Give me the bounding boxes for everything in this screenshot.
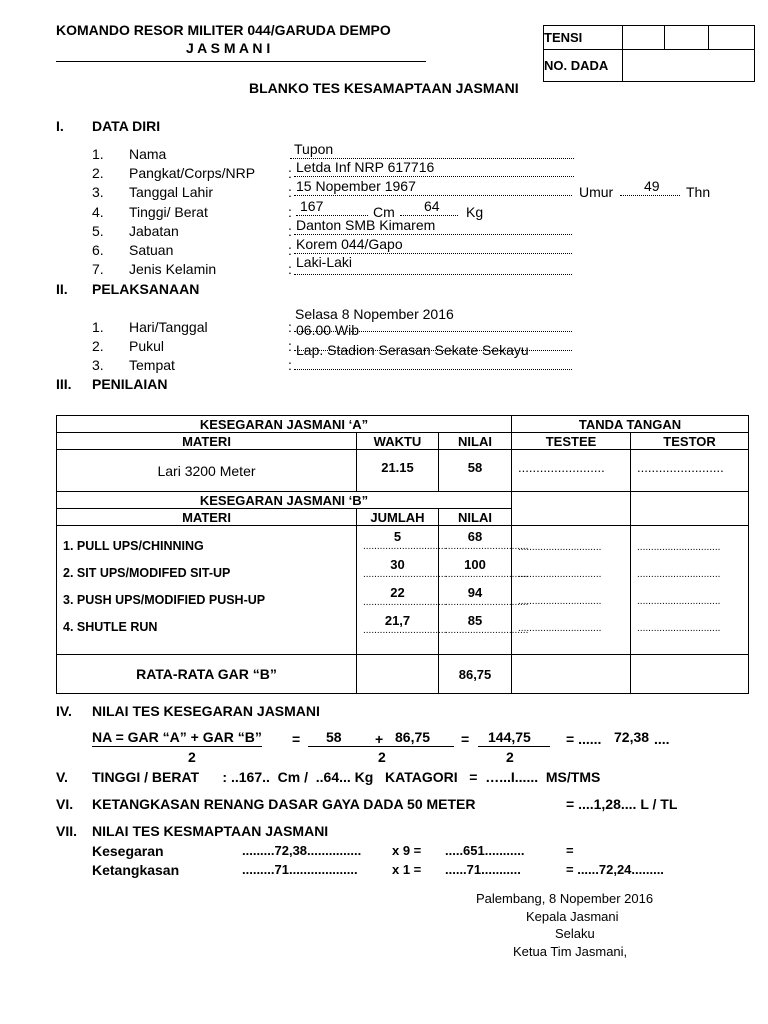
b-testor-cell[interactable] [631, 526, 749, 655]
section-7-num: VII. [56, 823, 78, 839]
kesegaran-mult: x 9 = [392, 843, 422, 858]
b-jumlah-value[interactable]: 5 [393, 529, 402, 544]
berat-field[interactable] [400, 198, 458, 216]
plus-sign: + [375, 731, 384, 747]
b-nilai-value[interactable]: 94 [467, 585, 483, 600]
pangkat-value: Letda Inf NRP 617716 [296, 159, 435, 175]
b-nilai-cell [439, 526, 529, 655]
colon: : [288, 184, 292, 200]
b-item-label: 3. PUSH UPS/MODIFIED PUSH-UP [63, 593, 266, 607]
satuan-label: Satuan [129, 242, 174, 258]
b-jumlah-value[interactable]: 22 [390, 585, 405, 600]
b-item-label: 1. PULL UPS/CHINNING [63, 539, 204, 553]
section-2-num: II. [56, 281, 68, 297]
org-title: KOMANDO RESOR MILITER 044/GARUDA DEMPO [56, 22, 391, 38]
dot-line: .............................. [445, 597, 529, 608]
tensi-cell-2[interactable] [664, 26, 708, 50]
pangkat-field[interactable] [294, 159, 574, 177]
rata-blank [512, 655, 631, 694]
dot-line: .............................. [363, 569, 447, 580]
ttd-blank [512, 492, 631, 509]
unit-title: J A S M A N I [186, 40, 271, 56]
tinggi-field[interactable] [296, 198, 368, 216]
dot-line: .............................. [445, 541, 529, 552]
row-num: 4. [92, 204, 104, 220]
pukul-value: 06.00 Wib [296, 322, 360, 338]
b-jumlah-value[interactable]: 30 [390, 557, 405, 572]
section-3-title: PENILAIAN [92, 376, 168, 392]
kesegaran-prod: .....651........... [445, 843, 525, 858]
sign-line-3: Ketua Tim Jasmani, [513, 944, 628, 959]
row-num: 3. [92, 357, 104, 373]
lari-testee-sign[interactable]: ........................ [512, 450, 631, 492]
gar-a-value: 58 [326, 729, 342, 745]
col-testor: TESTOR [631, 433, 749, 450]
tinggi-value: 167 [300, 198, 324, 214]
b-item-label: 4. SHUTLE RUN [63, 620, 158, 634]
renang-result: = ....1,28.... L / TL [566, 796, 678, 812]
gar-b-value: 86,75 [395, 729, 431, 745]
umur-unit: Thn [686, 184, 711, 200]
sign-line-2: Selaku [555, 926, 595, 941]
tempat-value: Lap. Stadion Serasan Sekate Sekayu [296, 342, 529, 358]
ketangkasan-res: = ......72,24......... [566, 862, 664, 877]
tensi-box [543, 25, 755, 82]
col-jumlah: JUMLAH [357, 509, 439, 526]
tanggal-lahir-field[interactable] [294, 178, 572, 196]
denominator: 2 [378, 749, 386, 765]
table-b-title: KESEGARAN JASMANI ‘B” [57, 492, 512, 509]
ketangkasan-mult: x 1 = [392, 862, 422, 877]
jabatan-label: Jabatan [129, 223, 179, 239]
dot-line: .............................. [363, 625, 447, 636]
umur-label: Umur [579, 184, 614, 200]
denominator: 2 [506, 749, 514, 765]
b-nilai-value[interactable]: 100 [464, 557, 486, 572]
testee-sign[interactable]: .............................. [518, 596, 602, 607]
testee-sign[interactable]: .............................. [518, 623, 602, 634]
result-suffix: .... [654, 731, 670, 747]
col-nilai: NILAI [439, 509, 512, 526]
na-numerator [308, 729, 454, 747]
tensi-cell-1[interactable] [622, 26, 664, 50]
lari-testor-sign[interactable]: ........................ [631, 450, 749, 492]
jenis-kelamin-field[interactable] [294, 254, 572, 275]
tensi-cell-3[interactable] [708, 26, 754, 50]
colon: : [288, 261, 292, 277]
col-waktu: WAKTU [357, 433, 439, 450]
b-jumlah-value[interactable]: 21,7 [384, 613, 411, 628]
ttd-blank [631, 492, 749, 509]
testee-sign[interactable]: .............................. [518, 569, 602, 580]
row-num: 7. [92, 261, 104, 277]
section-3-num: III. [56, 376, 72, 392]
col-testee: TESTEE [512, 433, 631, 450]
section-6-num: VI. [56, 796, 74, 812]
denominator: 2 [188, 749, 196, 765]
section-4-num: IV. [56, 703, 72, 719]
col-materi: MATERI [57, 433, 357, 450]
header-rule [56, 61, 426, 62]
dot-line: .............................. [445, 569, 529, 580]
ketangkasan-value: .........71................... [242, 862, 358, 877]
colon: : [288, 242, 292, 258]
section-2-title: PELAKSANAAN [92, 281, 200, 297]
colon: : [288, 319, 292, 335]
b-items-cell [57, 526, 357, 655]
jenis-kelamin-value: Laki-Laki [296, 254, 353, 270]
no-dada-cell[interactable] [622, 50, 754, 82]
tanggal-lahir-value: 15 Nopember 1967 [296, 178, 416, 194]
colon: : [288, 223, 292, 239]
row-num: 1. [92, 146, 104, 162]
col-nilai: NILAI [439, 433, 512, 450]
dot-line: .............................. [363, 597, 447, 608]
eq-sign: = [292, 731, 301, 747]
table-ttd-title: TANDA TANGAN [512, 416, 749, 433]
row-num: 2. [92, 165, 104, 181]
sum-fraction [478, 729, 550, 747]
nama-value: Tupon [294, 141, 334, 157]
row-num: 5. [92, 223, 104, 239]
tinggi-berat-katagori: TINGGI / BERAT : ..167.. Cm / ..64... Kg KATAGORI = …...I...... MS/TMS [92, 769, 601, 785]
umur-value: 49 [644, 178, 660, 194]
result-prefix: = ...... [566, 731, 602, 747]
tempat-field[interactable] [294, 342, 572, 370]
pukul-label: Pukul [129, 338, 165, 354]
section-7-title: NILAI TES KESMAPTAAN JASMANI [92, 823, 329, 839]
nama-field[interactable] [290, 141, 574, 159]
ttd-blank [512, 509, 631, 526]
testor-sign[interactable]: .............................. [637, 623, 721, 634]
row-num: 2. [92, 338, 104, 354]
section-5-num: V. [56, 769, 68, 785]
lari-nilai[interactable]: 58 [439, 450, 512, 492]
section-4-title: NILAI TES KESEGARAN JASMANI [92, 703, 320, 719]
b-item-label: 2. SIT UPS/MODIFED SIT-UP [63, 566, 231, 580]
b-jumlah-cell [357, 526, 447, 655]
rata-value[interactable]: 86,75 [439, 655, 512, 694]
kesegaran-res: = [566, 843, 574, 858]
place-date: Palembang, 8 Nopember 2016 [476, 891, 654, 906]
colon: : [288, 165, 292, 181]
no-dada-label: NO. DADA [544, 50, 623, 82]
pangkat-label: Pangkat/Corps/NRP [129, 165, 256, 181]
na-formula: NA = GAR “A” + GAR “B” [92, 729, 262, 745]
ketangkasan-label: Ketangkasan [92, 862, 180, 878]
penilaian-table [56, 415, 749, 694]
sum-value: 144,75 [488, 729, 531, 745]
row-num: 3. [92, 184, 104, 200]
sign-line-1: Kepala Jasmani [526, 909, 619, 924]
testor-sign[interactable]: .............................. [637, 569, 721, 580]
testor-sign[interactable]: .............................. [637, 542, 721, 553]
b-nilai-value[interactable]: 85 [467, 613, 483, 628]
col-materi: MATERI [57, 509, 357, 526]
berat-unit: Kg [466, 204, 484, 220]
colon: : [288, 338, 292, 354]
testee-sign[interactable]: .............................. [518, 542, 602, 553]
form-title: BLANKO TES KESAMAPTAAN JASMANI [249, 80, 519, 96]
eq-sign: = [461, 731, 470, 747]
colon: : [288, 357, 292, 373]
section-1-title: DATA DIRI [92, 118, 161, 134]
testor-sign[interactable]: .............................. [637, 596, 721, 607]
tanggal-value: Selasa 8 Nopember 2016 [295, 306, 454, 322]
renang-label: KETANGKASAN RENANG DASAR GAYA DADA 50 METER [92, 796, 476, 812]
b-testee-cell[interactable] [512, 526, 631, 655]
tempat-label: Tempat [129, 357, 175, 373]
na-result: 72,38 [614, 729, 650, 745]
lari-label: Lari 3200 Meter [57, 450, 357, 492]
tensi-label: TENSI [544, 26, 623, 50]
satuan-field[interactable] [294, 236, 572, 254]
tinggi-unit: Cm [373, 204, 395, 220]
ketangkasan-prod: ......71........... [445, 862, 521, 877]
table-a-title: KESEGARAN JASMANI ‘A” [57, 416, 512, 433]
section-1-num: I. [56, 118, 64, 134]
row-num: 6. [92, 242, 104, 258]
tinggi-berat-label: Tinggi/ Berat [129, 204, 208, 220]
jenis-kelamin-label: Jenis Kelamin [129, 261, 217, 277]
tanggal-lahir-label: Tanggal Lahir [129, 184, 214, 200]
satuan-value: Korem 044/Gapo [296, 236, 403, 252]
hari-tanggal-label: Hari/Tanggal [129, 319, 208, 335]
rata-blank [357, 655, 439, 694]
jabatan-field[interactable] [294, 217, 572, 235]
berat-value: 64 [424, 198, 440, 214]
kesegaran-label: Kesegaran [92, 843, 164, 859]
row-num: 1. [92, 319, 104, 335]
ttd-blank [631, 509, 749, 526]
umur-field[interactable] [620, 178, 680, 196]
dot-line: .............................. [363, 541, 447, 552]
kesegaran-value: .........72,38............... [242, 843, 362, 858]
rata-blank [631, 655, 749, 694]
lari-waktu[interactable]: 21.15 [357, 450, 439, 492]
rata-label: RATA-RATA GAR “B” [57, 655, 357, 694]
nama-label: Nama [129, 146, 167, 162]
dot-line: .............................. [445, 625, 529, 636]
colon: : [288, 204, 292, 220]
b-nilai-value[interactable]: 68 [467, 529, 483, 544]
jabatan-value: Danton SMB Kimarem [296, 217, 436, 233]
